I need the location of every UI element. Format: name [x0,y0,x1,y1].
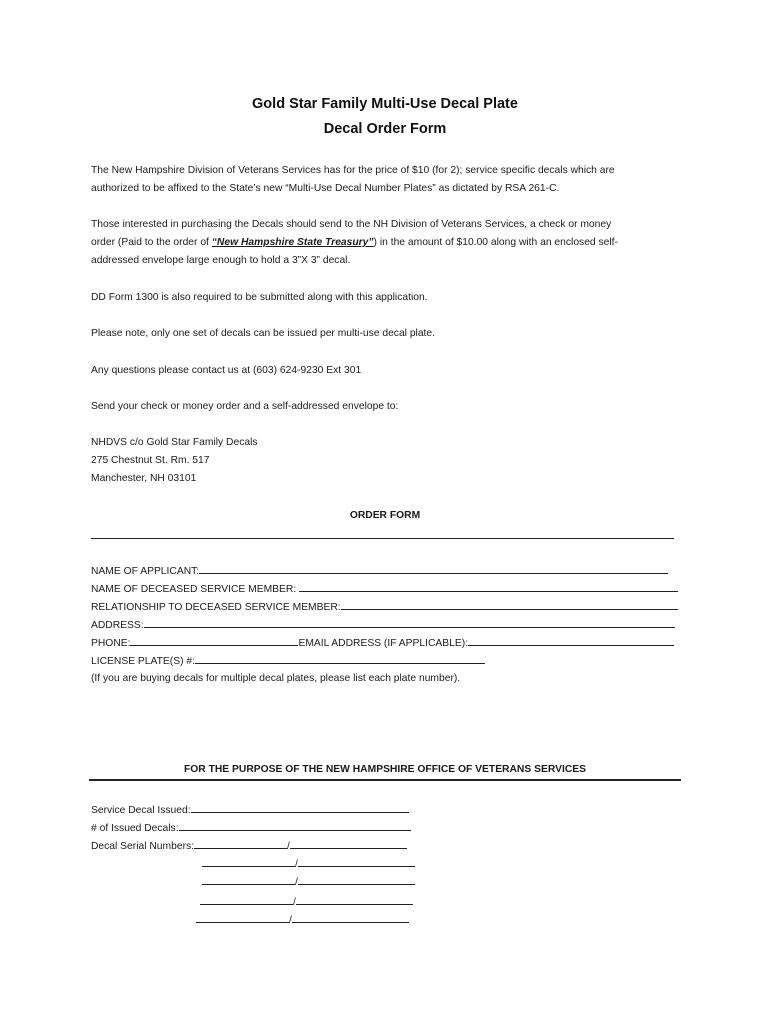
intro-paragraph-3: DD Form 1300 is also required to be submitted along with this application. [91,292,428,303]
serial-separator: / [295,859,298,870]
license-plate-row [91,652,485,671]
mailing-address-line-2: 275 Chestnut St. Rm. 517 [91,455,210,466]
applicant-name-label: NAME OF APPLICANT: [91,566,200,577]
serial-row-2 [202,855,415,874]
email-label: EMAIL ADDRESS (IF APPLICABLE): [298,638,469,649]
serial-start-field-2[interactable] [202,855,295,867]
email-field[interactable] [468,634,674,646]
intro-paragraph-2-line-2 [91,234,618,252]
deceased-name-row [91,580,678,599]
address-field[interactable] [144,616,675,628]
office-use-heading: FOR THE PURPOSE OF THE NEW HAMPSHIRE OFFICE OF VETERANS SERVICES [183,764,586,775]
serial-end-field-1[interactable] [290,837,407,849]
intro-paragraph-1-line-2: authorized to be affixed to the State’s new “Multi-Use Decal Number Plates” as dictated by RSA 261-C. [91,183,560,194]
deceased-name-field[interactable] [299,580,678,592]
intro-paragraph-2-line-3: addressed envelope large enough to hold a 3”X 3” decal. [91,255,351,266]
address-row [91,616,675,635]
form-title: Gold Star Family Multi-Use Decal Plate [252,96,518,112]
office-use-divider [89,779,681,781]
issued-count-row [91,819,411,838]
phone-email-row [91,634,674,653]
mailing-address-line-1: NHDVS c/o Gold Star Family Decals [91,437,258,448]
multiple-plates-note: (If you are buying decals for multiple decal plates, please list each plate number). [91,673,461,684]
serial-start-field-1[interactable] [194,837,287,849]
intro-paragraph-2-line-1: Those interested in purchasing the Decals should send to the NH Division of Veterans Services, a check or money [91,219,612,230]
serial-separator: / [295,877,298,888]
order-form-heading: ORDER FORM [349,510,421,521]
serial-end-field-4[interactable] [296,893,413,905]
serial-row-4 [200,893,413,912]
order-form-divider [91,538,674,539]
relationship-field[interactable] [341,598,678,610]
relationship-row [91,598,678,617]
serial-numbers-label: Decal Serial Numbers: [91,841,195,852]
serial-end-field-2[interactable] [298,855,415,867]
intro-paragraph-5: Any questions please contact us at (603) 624-9230 Ext 301 [91,365,362,376]
form-subtitle: Decal Order Form [323,121,447,137]
decal-issued-row [91,801,409,820]
decal-issued-field[interactable] [191,801,409,813]
applicant-name-field[interactable] [199,562,668,574]
decal-issued-label: Service Decal Issued: [91,805,191,816]
serial-start-field-5[interactable] [196,911,289,923]
intro-paragraph-6: Send your check or money order and a self-addressed envelope to: [91,401,399,412]
issued-count-label: # of Issued Decals: [91,823,179,834]
amount-text: ) in the amount of $10.00 along with an enclosed self- [373,237,618,248]
serial-separator: / [287,841,290,852]
serial-end-field-5[interactable] [292,911,409,923]
serial-row-5 [196,911,409,930]
serial-end-field-3[interactable] [298,873,415,885]
deceased-name-label: NAME OF DECEASED SERVICE MEMBER: [91,584,300,595]
serial-separator: / [293,897,296,908]
serial-numbers-row [91,837,407,856]
license-plate-label: LICENSE PLATE(S) #: [91,656,195,667]
intro-paragraph-4: Please note, only one set of decals can be issued per multi-use decal plate. [91,328,436,339]
payee-name: “New Hampshire State Treasury” [211,237,374,248]
issued-count-field[interactable] [179,819,411,831]
serial-start-field-4[interactable] [200,893,293,905]
relationship-label: RELATIONSHIP TO DECEASED SERVICE MEMBER: [91,602,341,613]
mailing-address-line-3: Manchester, NH 03101 [91,473,197,484]
order-text: order (Paid to the order of [91,237,212,248]
serial-row-3 [202,873,415,892]
applicant-name-row [91,562,668,581]
intro-paragraph-1-line-1: The New Hampshire Division of Veterans Services has for the price of $10 (for 2); service specific decals which are [91,165,615,176]
serial-separator: / [289,915,292,926]
address-label: ADDRESS: [91,620,144,631]
phone-field[interactable] [130,634,298,646]
phone-label: PHONE: [91,638,131,649]
license-plate-field[interactable] [195,652,485,664]
serial-start-field-3[interactable] [202,873,295,885]
